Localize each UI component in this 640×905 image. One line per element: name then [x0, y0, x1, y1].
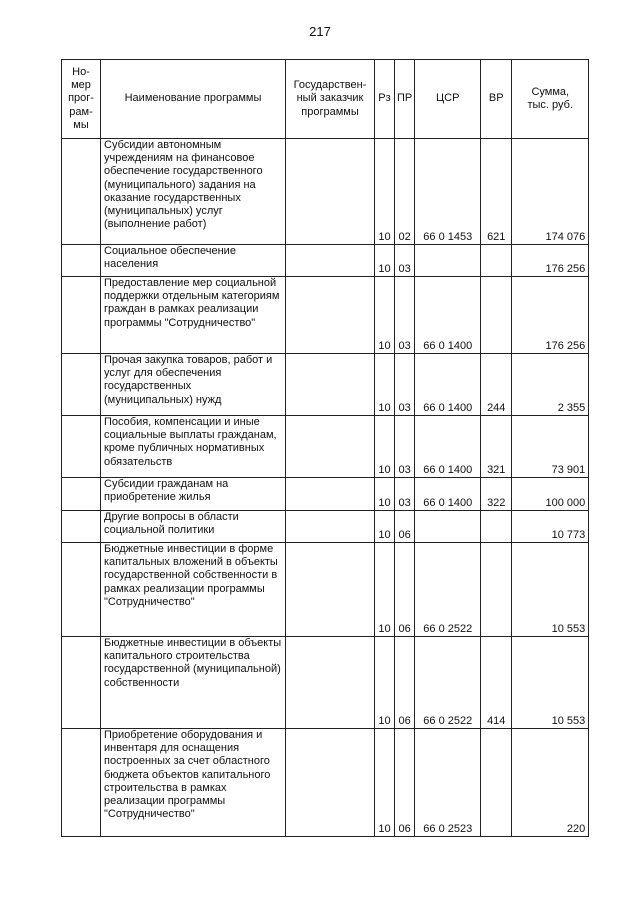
cell-vr [481, 729, 512, 837]
cell-vr: 414 [481, 637, 512, 729]
cell-pr: 06 [395, 543, 415, 637]
cell-customer [286, 543, 375, 637]
cell-vr: 322 [481, 478, 512, 511]
cell-sum: 73 901 [512, 416, 589, 478]
table-row [62, 139, 589, 245]
cell-vr: 321 [481, 416, 512, 478]
col-header-vr: ВР [481, 60, 512, 139]
cell-vr [481, 543, 512, 637]
cell-vr: 621 [481, 139, 512, 245]
cell-pr: 06 [395, 637, 415, 729]
cell-name: Прочая закупка товаров, работ и услуг для обеспечения государственных (муниципальных) нужд [101, 354, 286, 416]
cell-pr: 03 [395, 478, 415, 511]
table-row [62, 277, 589, 354]
cell-csr [415, 245, 481, 277]
col-header-csr: ЦСР [415, 60, 481, 139]
cell-csr: 66 0 2522 [415, 543, 481, 637]
cell-vr [481, 511, 512, 543]
cell-name: Социальное обеспечение населения [101, 245, 286, 277]
cell-number [62, 416, 101, 478]
cell-number [62, 277, 101, 354]
cell-csr: 66 0 2522 [415, 637, 481, 729]
cell-csr: 66 0 1400 [415, 416, 481, 478]
cell-customer [286, 277, 375, 354]
cell-customer [286, 245, 375, 277]
table-row [62, 543, 589, 637]
table-row [62, 637, 589, 729]
cell-customer [286, 139, 375, 245]
table-row [62, 354, 589, 416]
col-header-pr: ПР [395, 60, 415, 139]
cell-rz: 10 [375, 416, 395, 478]
cell-vr [481, 245, 512, 277]
cell-number [62, 543, 101, 637]
cell-csr: 66 0 1400 [415, 277, 481, 354]
cell-name: Бюджетные инвестиции в форме капитальных вложений в объекты государственной собственности в рамках реализации программы "Сотрудничество" [101, 543, 286, 637]
cell-number [62, 729, 101, 837]
cell-sum: 176 256 [512, 245, 589, 277]
table-row [62, 729, 589, 837]
cell-rz: 10 [375, 245, 395, 277]
cell-vr: 244 [481, 354, 512, 416]
cell-csr [415, 511, 481, 543]
cell-sum: 176 256 [512, 277, 589, 354]
table-row [62, 416, 589, 478]
cell-vr [481, 277, 512, 354]
table-row [62, 245, 589, 277]
cell-name: Предоставление мер социальной поддержки отдельным категориям граждан в рамках реализации программы "Сотрудничество" [101, 277, 286, 354]
table-row [62, 478, 589, 511]
cell-sum: 2 355 [512, 354, 589, 416]
cell-customer [286, 511, 375, 543]
cell-rz: 10 [375, 729, 395, 837]
cell-csr: 66 0 2523 [415, 729, 481, 837]
cell-customer [286, 416, 375, 478]
cell-sum: 10 553 [512, 543, 589, 637]
cell-name: Субсидии гражданам на приобретение жилья [101, 478, 286, 511]
cell-number [62, 637, 101, 729]
cell-customer [286, 729, 375, 837]
cell-rz: 10 [375, 543, 395, 637]
cell-csr: 66 0 1453 [415, 139, 481, 245]
cell-number [62, 245, 101, 277]
cell-number [62, 511, 101, 543]
cell-sum: 10 773 [512, 511, 589, 543]
table-row [62, 511, 589, 543]
col-header-rz: Рз [375, 60, 395, 139]
cell-sum: 174 076 [512, 139, 589, 245]
cell-customer [286, 637, 375, 729]
table-header-row [62, 60, 589, 139]
cell-csr: 66 0 1400 [415, 478, 481, 511]
cell-rz: 10 [375, 637, 395, 729]
cell-pr: 06 [395, 729, 415, 837]
page-number: 217 [309, 24, 331, 39]
cell-name: Другие вопросы в области социальной политики [101, 511, 286, 543]
cell-pr: 06 [395, 511, 415, 543]
cell-number [62, 478, 101, 511]
cell-rz: 10 [375, 478, 395, 511]
cell-pr: 03 [395, 277, 415, 354]
cell-csr: 66 0 1400 [415, 354, 481, 416]
cell-rz: 10 [375, 511, 395, 543]
cell-pr: 02 [395, 139, 415, 245]
cell-customer [286, 354, 375, 416]
cell-customer [286, 478, 375, 511]
cell-number [62, 139, 101, 245]
cell-pr: 03 [395, 354, 415, 416]
cell-rz: 10 [375, 277, 395, 354]
col-header-name: Наименование программы [101, 60, 286, 139]
cell-sum: 100 000 [512, 478, 589, 511]
col-header-customer: Государствен- ный заказчик программы [286, 60, 375, 139]
cell-name: Приобретение оборудования и инвентаря для оснащения построенных за счет областного бюджета объектов капитального строительства в рамках реализации программы "Сотрудничество" [101, 729, 286, 837]
cell-name: Пособия, компенсации и иные социальные выплаты гражданам, кроме публичных нормативных обязательств [101, 416, 286, 478]
cell-rz: 10 [375, 139, 395, 245]
cell-pr: 03 [395, 416, 415, 478]
cell-name: Бюджетные инвестиции в объекты капитального строительства государственной (муниципальной) собственности [101, 637, 286, 729]
cell-number [62, 354, 101, 416]
cell-sum: 10 553 [512, 637, 589, 729]
col-header-sum: Сумма, тыс. руб. [512, 60, 589, 139]
cell-sum: 220 [512, 729, 589, 837]
cell-name: Субсидии автономным учреждениям на финансовое обеспечение государственного (муниципального) задания на оказание государственных (муниципальных) услуг (выполнение работ) [101, 139, 286, 245]
col-header-number: Но- мер прог- рам- мы [62, 60, 101, 139]
budget-table [61, 59, 589, 837]
cell-rz: 10 [375, 354, 395, 416]
cell-pr: 03 [395, 245, 415, 277]
